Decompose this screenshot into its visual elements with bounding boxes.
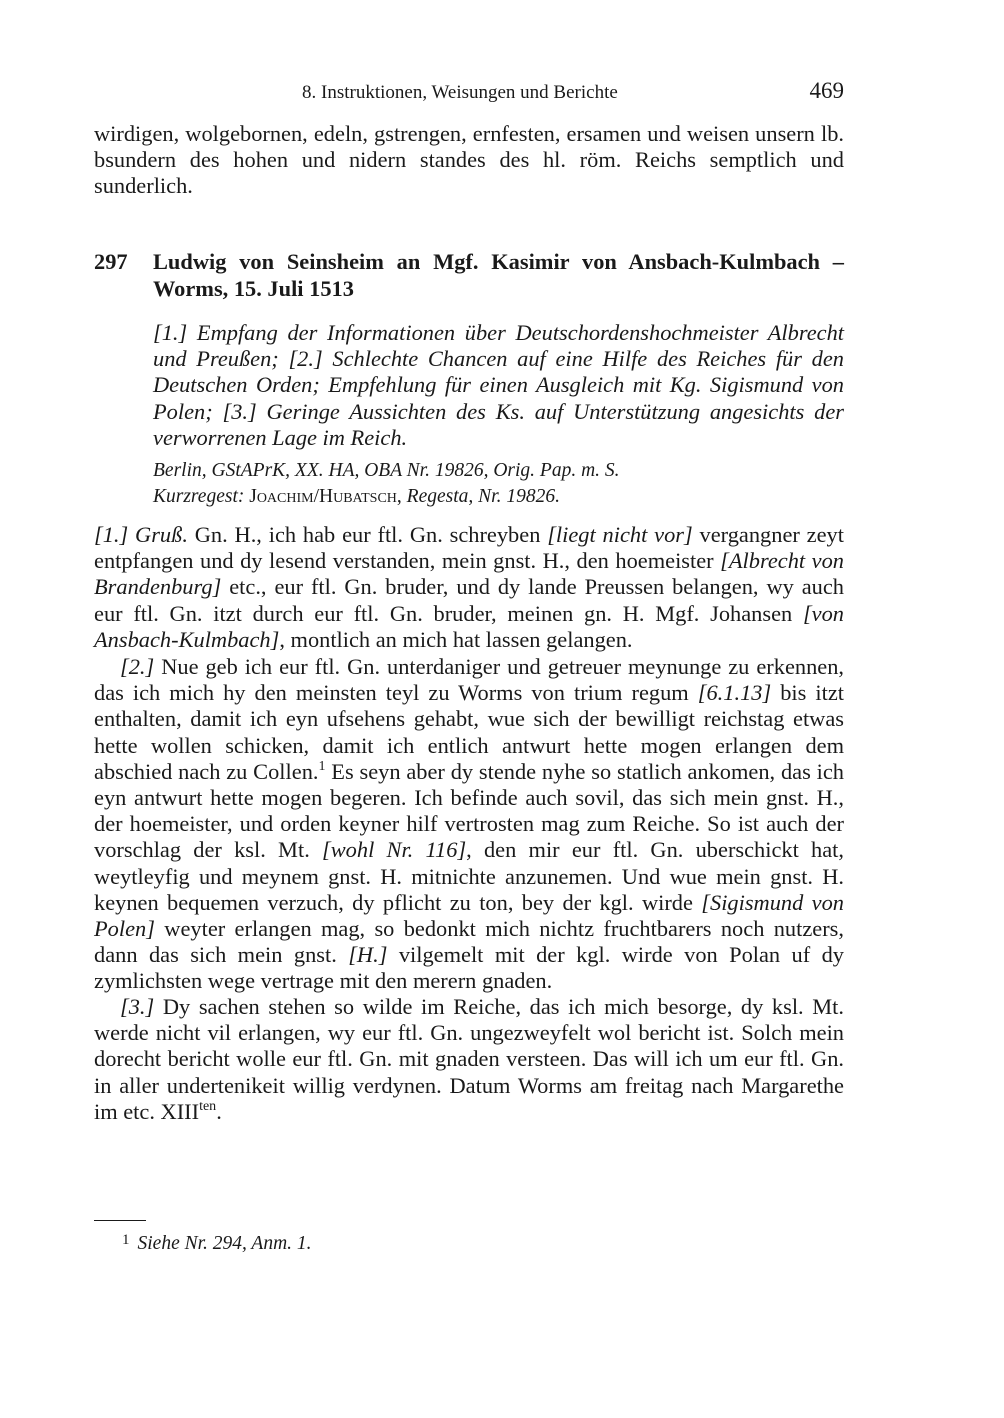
short-regest-reference <box>153 484 844 510</box>
text-run: vilgemelt mit der kgl. wirde von Polan uf dy zymlichsten wege vertrage mit den merern gnaden. <box>94 942 844 994</box>
editorial-note: [3.] <box>120 994 155 1019</box>
source-citation <box>153 458 844 510</box>
text-run: . <box>216 1098 222 1124</box>
document-heading <box>94 248 844 302</box>
text-run: Dy sachen stehen so wilde im Reiche, das ich mich besorge, dy ksl. Mt. werde nicht vil erlangen, wy eur ftl. Gn. ungezweyfelt wol bericht ist. Solch mein dorecht bericht wolle eur ftl. Gn. mit gnaden versteen. Das will ich um eur ftl. Gn. in aller undertenikeit willig verdynen. Datum Worms am freitag nach Margarethe im etc. XIII <box>94 994 844 1124</box>
body-paragraph-2 <box>94 654 844 995</box>
editorial-note: [wohl Nr. 116] <box>322 837 467 863</box>
footnote-text: Siehe Nr. 294, Anm. 1. <box>137 1233 312 1254</box>
editorial-note: [6.1.13] <box>697 680 772 706</box>
text-run: Nue geb ich eur ftl. Gn. unterdaniger und getreuer meynunge zu erkennen, das ich mich hy den meinsten teyl zu Worms von trium regum <box>94 654 844 706</box>
footnote-mark: 1 <box>122 1232 130 1248</box>
text-run: Es seyn aber dy stende nyhe so statlich ankomen, das ich eyn antwurt hette mogen begeren. Ich befinde auch sovil, das sich mein gnst. H., der hoemeister, und orden keyner hilf vertrosten mag zum Reiche. So ist auch der vorschlag der ksl. Mt. <box>94 758 844 863</box>
text-run: , den mir eur ftl. Gn. uberschickt hat, weytleyfig und meynem gnst. H. mitnichte anzunemen. Und wue mein gnst. H. keynen bequemen verzuch, dy pflicht zu ton, bey der kgl. wirde <box>94 837 844 915</box>
text-run: weyter erlangen mag, so bedonkt mich nichtz fruchtbarers noch nutzers, dann das sich mein gnst. <box>94 916 844 968</box>
regest-summary: [1.] Empfang der Informationen über Deutschordenshochmeister Albrecht und Preußen; [2.] Schlechte Chancen auf eine Hilfe des Reiches für den Deutschen Orden; Empfehlung für einen Ausgleich mit Kg. Sigismund von Polen; [3.] Geringe Aussichten des Ks. auf Unterstützung angesichts der verworrenen Lage im Reich. <box>153 320 844 450</box>
footnote-separator <box>94 1220 146 1221</box>
short-regest-title: Regesta, Nr. 19826. <box>406 486 560 507</box>
editorial-note: [Sigismund von Polen] <box>94 889 844 942</box>
short-regest-authors: Joachim/Hubatsch, <box>249 486 402 507</box>
text-run: , montlich an mich hat lassen gelangen. <box>279 626 633 652</box>
superscript: ten <box>199 1098 217 1114</box>
text-run: bis itzt enthalten, damit ich eyn ufsehens gehabt, wue sich der bewilligt reichstag etwas hette wollen schicken, damit ich entlich antwurt hette mogen erlangen dem abschied nach zu Collen. <box>94 680 844 784</box>
document-title: Ludwig von Seinsheim an Mgf. Kasimir von Ansbach-Kulmbach – Worms, 15. Juli 1513 <box>153 249 844 301</box>
editorial-note: [1.] Gruß. <box>94 522 188 547</box>
text-run: vergangner zeyt entpfangen und dy lesend verstanden, mein gnst. H., den hoemeister <box>94 522 844 574</box>
running-title: 8. Instruktionen, Weisungen und Berichte <box>302 82 618 103</box>
editorial-note: [2.] <box>120 654 155 679</box>
short-regest-label: Kurzregest: <box>153 486 245 507</box>
editorial-note: [Albrecht von Brandenburg] <box>94 548 844 600</box>
editorial-note: [H.] <box>348 942 388 968</box>
page-number: 469 <box>809 78 844 103</box>
body-paragraph-1 <box>94 522 844 653</box>
archive-reference: Berlin, GStAPrK, XX. HA, OBA Nr. 19826, Orig. Pap. m. S. <box>153 460 620 481</box>
text-run: Gn. H., ich hab eur ftl. Gn. schreyben <box>187 522 548 547</box>
editorial-note: [liegt nicht vor] <box>547 522 693 547</box>
document-number: 297 <box>94 249 128 274</box>
body-paragraph-3 <box>94 994 844 1125</box>
footnote <box>122 1228 312 1256</box>
superscript: 1 <box>318 758 326 774</box>
continuation-paragraph: wirdigen, wolgebornen, edeln, gstrengen, ernfesten, ersamen und weisen unsern lb. bsundern des hohen und nidern standes des hl. röm. Reichs semptlich und sunderlich. <box>94 121 844 199</box>
text-run: etc., eur ftl. Gn. bruder, und dy lande Preussen belangen, wy auch eur ftl. Gn. itzt durch eur ftl. Gn. bruder, meinen gn. H. Mgf. Johansen <box>94 574 844 626</box>
editorial-note: [von Ansbach-Kulmbach] <box>94 600 844 652</box>
